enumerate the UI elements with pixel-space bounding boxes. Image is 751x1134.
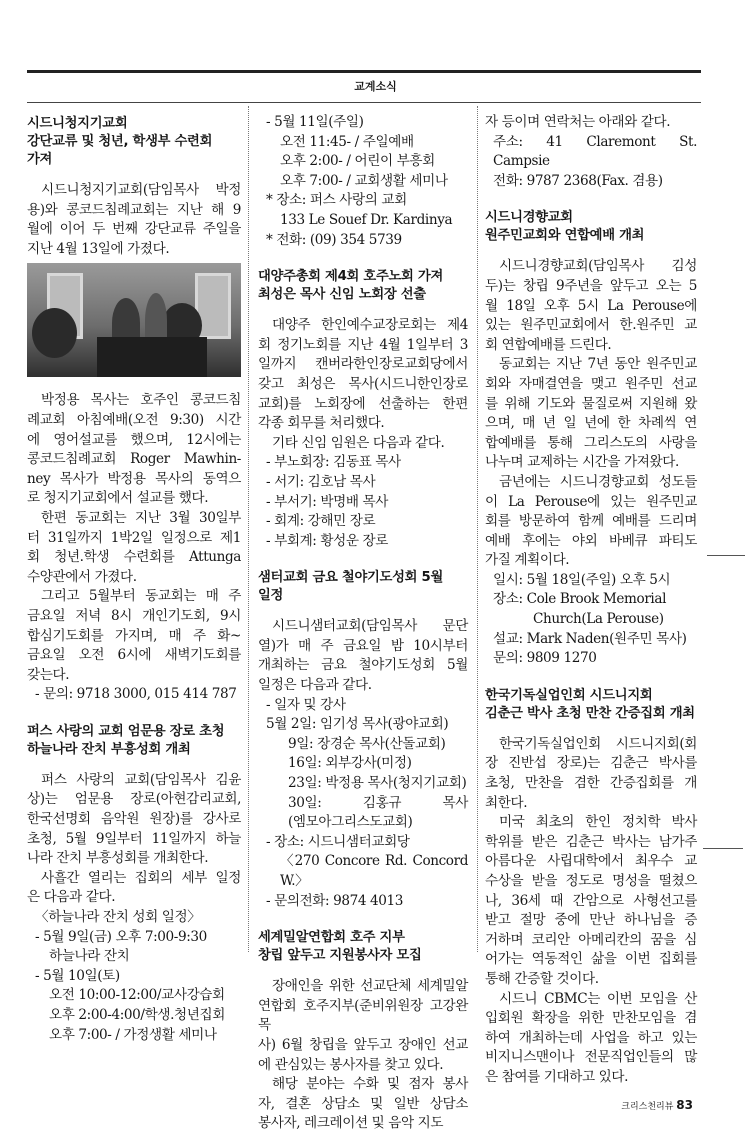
text-line: 오후 7:00- / 가정생활 세미나 <box>49 1026 217 1043</box>
text-line: Church(La Perouse) <box>533 611 664 628</box>
text-line: 133 Le Souef Dr. Kardinya <box>280 211 453 228</box>
text-line: - 부노회장: 김동표 목사 <box>266 454 401 471</box>
text-line: 학위를 받은 김춘근 박사는 남가주 <box>485 833 697 850</box>
article-list <box>258 735 468 833</box>
article-list <box>258 833 468 853</box>
text-line: 콩코드침례교회 Roger Mawhin- <box>27 451 241 468</box>
text-line: - 일자 및 강사 <box>266 696 346 713</box>
article-list <box>27 947 241 967</box>
text-line: 장애인을 위한 선교단체 세계밀알 <box>272 978 468 995</box>
text-line: 장소: Cole Brook Memorial <box>493 591 667 608</box>
text-line: 수상을 받을 정도로 명성을 떨쳤으 <box>485 873 697 889</box>
text-line: 회 청년.학생 수련회를 Attunga <box>27 549 241 566</box>
text-line: 월에 이어 두 번째 강단교류 주일을 <box>27 221 241 238</box>
article-paragraph <box>258 617 468 695</box>
article-list <box>258 113 468 133</box>
article-paragraph <box>485 257 697 355</box>
text-line: 합심기도회를 가지며, 매 주 화~ <box>27 627 241 644</box>
text-line: - 부회계: 황성운 장로 <box>266 532 388 549</box>
text-line: 열)가 매 주 금요일 밤 10시부터 <box>258 637 468 654</box>
article-paragraph <box>258 977 468 1075</box>
text-line: 오전 11:45- / 주일예배 <box>280 133 414 150</box>
article-list <box>258 696 468 735</box>
text-line: 나라 잔치 부흥성회를 개최한다. <box>27 850 209 867</box>
text-line: 시드니경향교회 <box>485 210 573 226</box>
column-2 <box>258 113 468 1134</box>
text-line: 주소: 41 Claremont St. Campsie <box>493 133 697 170</box>
column-divider <box>248 106 249 952</box>
text-line: 한국기독실업인회 시드니지회(회 <box>499 735 697 752</box>
text-line: 사흘간 열리는 집회의 세부 일정 <box>41 869 241 886</box>
article-list <box>258 231 468 251</box>
article-paragraph <box>27 771 241 869</box>
text-line: 한편 동교회는 지난 3월 30일부 <box>41 509 241 526</box>
text-line: - 5월 11일(주일) <box>266 114 364 130</box>
text-line: 통해 간증할 것이다. <box>485 970 599 987</box>
text-line: - 부서기: 박명배 목사 <box>266 493 388 510</box>
article-headline <box>485 209 697 245</box>
text-line: - 5월 9일(금) 오후 7:00-9:30 <box>35 928 207 945</box>
article-headline <box>27 115 241 169</box>
text-line: 개최하는 금요 철야기도성회 5월 <box>258 657 468 674</box>
text-line: 시드니 CBMC는 이번 모임을 산 <box>499 990 697 1007</box>
text-line: 입회원 확장을 위한 만찬모임을 겸 <box>485 1010 697 1027</box>
article-paragraph <box>485 813 697 989</box>
text-line: 창립 앞두고 지원봉사자 모집 <box>258 948 422 964</box>
text-line: 회를 방문하여 함께 예배를 드리며 <box>485 513 697 530</box>
article-paragraph <box>485 473 697 571</box>
text-line: 자 등이며 연락처는 아래와 같다. <box>485 114 671 130</box>
text-line: 를 위해 기도와 물질로써 지원해 왔 <box>485 395 697 412</box>
article-headline <box>258 268 468 304</box>
text-line: 한국선명회 음악원 원장)를 강사로 <box>27 811 241 828</box>
pen-mark <box>707 555 745 556</box>
text-line: 에 관심있는 봉사자를 찾고 있다. <box>258 1056 444 1073</box>
text-line: 예배 후에는 야외 바베큐 파티도 <box>485 532 697 549</box>
text-line: 터 31일까지 1박2일 일정으로 제1 <box>27 529 241 546</box>
text-line: 초청, 만찬을 겸한 간증집회를 개 <box>485 775 697 792</box>
text-line: 박정용 목사는 호주인 콩코드침 <box>41 392 241 409</box>
text-line: 최한다. <box>485 794 528 811</box>
text-line: 갖고 최성은 목사(시드니한인장로 <box>258 375 468 392</box>
text-line: 최성은 목사 신임 노회장 선출 <box>258 287 426 303</box>
text-line: 〈270 Concore Rd. Concord W.〉 <box>280 853 468 889</box>
article-list <box>485 133 697 192</box>
text-line: 30일: 김홍규 목사(엠모아그리스도교회) <box>288 794 468 831</box>
text-line: 원주민교회와 연합예배 개최 <box>485 228 645 244</box>
article-headline <box>258 929 468 965</box>
column-3 <box>485 113 697 1112</box>
text-line: 23일: 박정용 목사(청지기교회) <box>288 775 467 792</box>
article-list <box>27 967 241 987</box>
text-line: 금요일 저녁 8시 개인기도회, 9시 <box>27 607 241 624</box>
article-list <box>27 986 241 1045</box>
article-list <box>258 133 468 192</box>
text-line: 이 La Perouse에 있는 원주민교 <box>485 493 697 510</box>
text-line: - 장소: 시드니샘터교회당 <box>266 833 410 850</box>
text-line: 나누며 교제하는 시간을 가져왔다. <box>485 454 679 471</box>
text-line: 어가는 역동적인 삶을 이번 집회를 <box>485 951 697 968</box>
text-line: 동교회는 지난 7년 동안 원주민교 <box>499 356 697 373</box>
article-list <box>485 571 697 610</box>
text-line: 오후 2:00- / 어린이 부흥회 <box>280 153 435 170</box>
text-line: 받고 절망 중에 만난 하나님을 증 <box>485 912 697 929</box>
article-paragraph <box>485 735 697 813</box>
text-line: 용)와 콩코드침례교회는 지난 해 9 <box>27 201 241 218</box>
header-rule-thick <box>27 70 701 73</box>
text-line: 시드니경향교회(담임목사 김성 <box>499 258 697 275</box>
article-paragraph <box>27 587 241 685</box>
article-headline <box>485 687 697 723</box>
article-paragraph <box>258 434 468 454</box>
article-list <box>27 685 241 705</box>
text-line: 대양주총회 제4회 호주노회 가져 <box>258 269 444 285</box>
text-line: 미국 최초의 한인 정치학 박사 <box>499 814 697 831</box>
text-line: 하늘나라 잔치 <box>49 948 130 965</box>
text-line: ney 목사가 박정용 목사의 동역으 <box>27 470 241 487</box>
text-line: 시드니청지기교회(담임목사 박정 <box>41 182 241 198</box>
text-line: - 5월 10일(토) <box>35 967 120 984</box>
text-line: 으며, 매 년 일 년에 한 차례씩 연 <box>485 415 697 432</box>
text-line: 갖는다. <box>27 666 70 683</box>
text-line: 합예배를 통해 그리스도의 사랑을 <box>485 434 697 451</box>
text-line: - 문의전화: 9874 4013 <box>266 892 404 909</box>
text-line: 한국기독실업인회 시드니지회 <box>485 687 653 703</box>
text-line: 대양주 한인예수교장로회는 제4 <box>272 317 468 334</box>
text-line: * 장소: 퍼스 사랑의 교회 <box>266 192 407 209</box>
text-line: 9일: 장경순 목사(산돌교회) <box>288 735 446 752</box>
text-line: 상)는 엄문용 장로(아현감리교회, <box>27 791 241 808</box>
text-line: 거하며 코리안 아메리칸의 꿈을 심 <box>485 931 697 948</box>
text-line: - 회계: 강해민 장로 <box>266 513 376 530</box>
text-line: 교회)를 노회장에 선출하는 한편 <box>258 395 468 412</box>
text-line: 봉사자, 레크레이션 및 음악 지도 <box>258 1115 444 1132</box>
text-line: 사) 6월 창립을 앞두고 장애인 선교 <box>258 1036 468 1053</box>
article-list <box>258 453 468 551</box>
text-line: 김춘근 박사 초청 만찬 간증집회 개최 <box>485 705 695 721</box>
text-line: 전화: 9787 2368(Fax. 겸용) <box>493 172 663 189</box>
text-line: 일시: 5월 18일(주일) 오후 5시 <box>493 571 671 588</box>
text-line: 퍼스 사랑의 교회(담임목사 김윤 <box>41 771 241 788</box>
text-line: 월 18일 오후 5시 La Perouse에 <box>485 297 697 314</box>
text-line: 기타 신임 임원은 다음과 같다. <box>272 434 445 451</box>
text-line: 연합회 호주지부(준비위원장 고강완 목 <box>258 997 468 1034</box>
article-paragraph <box>258 1075 468 1134</box>
text-line: 은 참여를 기대하고 있다. <box>485 1068 628 1085</box>
article-paragraph <box>27 869 241 908</box>
page-footer <box>485 1098 697 1112</box>
article-paragraph <box>258 316 468 434</box>
text-line: 일정은 다음과 같다. <box>258 677 372 694</box>
magazine-name: 크리스천리뷰 <box>621 1101 674 1112</box>
text-line: 해당 분야는 수화 및 점자 봉사 <box>272 1076 468 1093</box>
text-line: 로 청지기교회에서 설교를 했다. <box>27 490 209 507</box>
text-line: 강단교류 및 청년, 학생부 수련회 가져 <box>27 134 213 167</box>
text-line: 가질 계획이다. <box>485 552 570 569</box>
text-line: 퍼스 사랑의 교회 엄문용 장로 초청 <box>27 723 225 739</box>
article-list <box>485 610 697 630</box>
article-paragraph <box>27 181 241 259</box>
article-list <box>258 852 468 891</box>
text-line: 〈하늘나라 잔치 성회 일정〉 <box>35 909 201 926</box>
text-line: 있는 원주민교회에서 한.원주민 교 <box>485 317 697 334</box>
text-line: - 문의: 9718 3000, 015 414 787 <box>35 686 237 703</box>
pen-mark <box>703 848 743 849</box>
text-line: 나, 36세 때 간암으로 사형선고를 <box>485 892 697 909</box>
text-line: 문의: 9809 1270 <box>493 650 597 667</box>
text-line: * 전화: (09) 354 5739 <box>266 231 402 248</box>
text-line: 례교회 아침예배(오전 9:30) 시간 <box>27 411 241 428</box>
text-line: 회 연합예배를 드린다. <box>485 336 612 353</box>
text-line: 오후 7:00- / 교회생활 세미나 <box>280 172 448 189</box>
text-line: 5월 2일: 임기성 목사(광야교회) <box>266 716 449 733</box>
article-paragraph <box>485 355 697 473</box>
article-list <box>258 191 468 211</box>
page-number: 83 <box>676 1097 693 1112</box>
text-line: 세계밀알연합회 호주 지부 <box>258 930 405 946</box>
text-line: 설교: Mark Naden(원주민 목사) <box>493 630 687 647</box>
text-line: 오후 2:00-4:00/학생.청년집회 <box>49 1007 225 1023</box>
section-title: 교계소식 <box>354 80 397 93</box>
text-line: 하늘나라 잔치 부흥성회 개최 <box>27 741 191 757</box>
text-line: 오전 10:00-12:00/교사강습회 <box>49 987 225 1004</box>
text-line: 지난 4월 13일에 가졌다. <box>27 240 170 257</box>
text-line: 자, 결혼 상담소 및 일반 상담소 <box>258 1095 468 1112</box>
text-line: 아름다운 사립대학에서 최우수 교 <box>485 853 697 870</box>
text-line: 두)는 창립 9주년을 앞두고 오는 5 <box>485 277 697 294</box>
text-line: 시드니샘터교회(담임목사 문단 <box>272 618 468 635</box>
text-line: 회와 자매결연을 맺고 원주민 선교 <box>485 375 697 392</box>
text-line: 비지니스맨이나 전문직업인들의 많 <box>485 1049 697 1066</box>
text-line: 에 영어설교를 했으며, 12시에는 <box>27 431 241 448</box>
text-line: 그리고 5월부터 동교회는 매 주 <box>41 588 241 605</box>
text-line: 하여 개최하는데 사업을 하고 있는 <box>485 1029 697 1046</box>
text-line: 각종 회무를 처리했다. <box>258 415 385 432</box>
article-headline <box>27 723 241 759</box>
article-list <box>485 630 697 669</box>
text-line: - 서기: 김호남 목사 <box>266 473 376 490</box>
article-paragraph <box>485 113 697 133</box>
text-line: 수양관에서 가졌다. <box>27 568 137 585</box>
article-paragraph <box>27 509 241 587</box>
article-list <box>258 892 468 912</box>
text-line: 16일: 외부강사(미정) <box>288 755 412 772</box>
article-photo <box>27 263 241 377</box>
text-line: 장 진반섭 장로)는 김춘근 박사를 <box>485 755 697 772</box>
article-list <box>27 908 241 947</box>
column-divider <box>477 106 478 952</box>
column-1 <box>27 113 241 1045</box>
article-list <box>258 211 468 231</box>
text-line: 일까지 캔버라한인장로교회당에서 <box>258 356 468 373</box>
text-line: 금요일 오전 6시에 새벽기도회를 <box>27 647 241 664</box>
article-paragraph <box>27 391 241 509</box>
text-line: 금년에는 시드니경향교회 성도들 <box>499 473 697 490</box>
header-rule-thin <box>27 102 701 103</box>
article-paragraph <box>485 990 697 1088</box>
text-line: 초청, 5월 9일부터 11일까지 하늘 <box>27 830 241 847</box>
article-headline <box>258 569 468 605</box>
text-line: 시드니청지기교회 <box>27 116 128 131</box>
text-line: 샘터교회 금요 철야기도성회 5월 일정 <box>258 570 444 604</box>
text-line: 회 정기노회를 지난 4월 1일부터 3 <box>258 336 468 353</box>
text-line: 은 다음과 같다. <box>27 889 116 906</box>
